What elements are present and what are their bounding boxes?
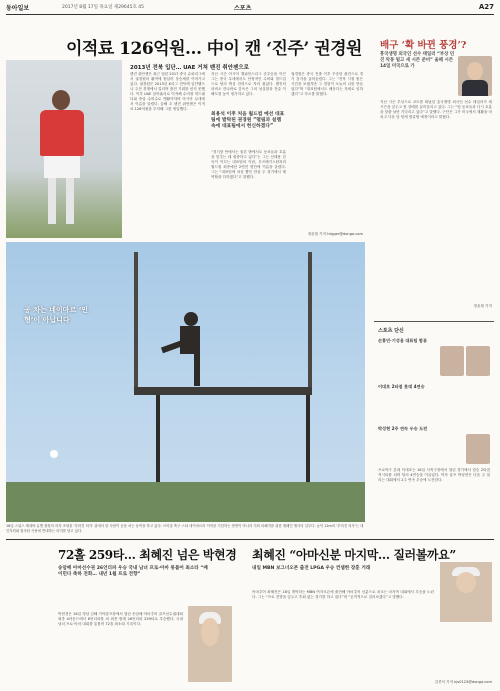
story-byline: 정윤철 기자 trigger@donga.com xyxy=(307,232,363,236)
news-thumb xyxy=(440,346,464,376)
bottom-left-sub: 송암배 아마선수권 26언더파 우승 국내 남녀 프로·아마 통틀어 최소타 “베이민다 축하 전화… 내년 1월 프로 전향” xyxy=(58,566,208,578)
issue-date: 2017년 8월 17일 목요일 제29645호 45 xyxy=(62,5,145,10)
bottom-right-sub: 내일 MBN 보그너오픈 출전 LPGA 우승 컨셉한 장훈 거래 xyxy=(252,566,371,571)
section-rule xyxy=(6,539,494,540)
bottom-right-headline: 최혜진 “아마신분 마지막… 질러볼까요” xyxy=(252,548,456,562)
news-item-title: 손흥민·기성용 대표팀 합류 xyxy=(378,338,428,343)
sidebar-byline: 정윤철 기자 xyxy=(473,304,492,308)
main-headline: 이적료 126억원… 中이 캔 ‘진주’ 권경원 xyxy=(66,39,362,59)
news-item-title: 이대호 2타점 롯데 4연승 xyxy=(378,384,425,389)
bottom-left-photo xyxy=(188,606,232,682)
sidebar-body: 지난 시즌 부상으로 코트를 떠났던 흥국생명 외국인 선수 테일러가 새 시즌을 앞두고 몸 상태를 끌어올리고 있다. 그는 “팀 동료들과 다시 호흡을 맞출 날만 기다리고 있다”고 말했다. 구단은 그가 미국에서 재활을 마치고 다음 달 팀에 합류할 예정이라고 밝혔다. xyxy=(380,100,492,119)
ball xyxy=(50,450,58,458)
story-body-col4: 권경원은 중국 진출 이후 꾸준한 출전으로 경기 감각을 끌어올렸다. 그는 “전북 시절 힘든 시간을 보냈지만 그 경험이 오늘의 나를 만들었다”며 “대표팀에서도 배운다는 자세로 임하겠다”고 각오를 밝혔다. xyxy=(291,72,363,96)
bottom-left-headline: 72홀 259타… 최혜진 넘은 박현경 xyxy=(58,548,237,562)
masthead xyxy=(6,3,494,15)
player-photo xyxy=(6,60,122,238)
story-quote: 최용석 이후 처음 월드컵 예선 대표팀에 발탁된 권경원 “떨림과 설렘 속에 대표팀에서 헌신하겠다” xyxy=(211,112,285,130)
person-figure xyxy=(156,312,226,387)
story-body-col2: 지난 시즌 아시아 챔피언스리그 준우승을 이끈 그는 중국 무대에서도 안정적인 수비와 빌드업으로 팀의 핵심 전력으로 자리 잡았다. 톈진의 파비오 칸나바로 감독은 그의 성실함과 전술 이해도를 높이 평가하고 있다. xyxy=(211,72,286,96)
photo-overlay-text: 공 차는 네이마르 ‘인형’이 아닙니다 xyxy=(24,306,89,324)
sidebar-portrait xyxy=(458,56,492,96)
bottom-right-byline: 김종석 기자 kjs0123@donga.com xyxy=(434,680,492,684)
section-name: 스포츠 xyxy=(234,5,252,12)
sidebar-subtitle: 흥국생명 외국인 선수 테일러 “부상 던진 악몽 털고 새 시즌 준비” 올해 시즌 14일 미국으로 가 xyxy=(380,52,455,69)
story-kicker: 2013년 전북 입단… UAE 거쳐 톈진 취안젠으로 xyxy=(130,65,249,71)
newspaper-name: 동아일보 xyxy=(6,5,30,12)
bottom-left-body: 박현경은 16일 경남 김해 가야골프장에서 열린 송암배 아마추어 골프선수권대회 최종 4라운드에서 6언더파를 쳐 최종 합계 26언더파 259타로 우승했다. 국내 남녀 프로·아마 대회를 통틀어 72홀 최소타 기록이다. xyxy=(58,612,183,626)
story-body-col1: 톈진 취안젠은 최근 열린 2017 중국 슈퍼리그에서 권경원의 활약에 힘입어 상승세를 이어가고 있다. 권경원은 2013년 K리그 전북에 입단했으나 주전 경쟁에서 밀리며 출전 기회를 얻지 못했다. 이후 UAE 알아흘리로 이적해 수비형 미드필더와 중앙 수비수로 맹활약하며 아시아 무대에서 이름을 알렸다. 올해 초 톈진 취안젠은 이적료 126억원을 투자해 그를 영입했다. xyxy=(130,72,205,111)
feature-photo xyxy=(6,242,365,522)
bottom-right-photo xyxy=(440,562,492,622)
news-thumb xyxy=(466,346,490,376)
photo-caption: 16일 스위스 제네바 유엔 광장의 의자 조형물 ‘부러진 의자’ 위에서 한 사람이 공을 차는 동작을 하고 있다. 브라질 축구 스타 네이마르의 이적을 기념하는 장면이 아니라 지뢰 피해자를 위한 캠페인 행사의 일부다. 높이 12m의 ‘부러진 의자’는 대인지뢰와 집속탄 사용에 반대하는 의미를 담고 있다. xyxy=(6,524,364,533)
news-thumb xyxy=(466,434,490,464)
sidebar-title: 배구 ‘확 바뀐 풍경’? xyxy=(380,40,467,51)
news-brief-body: 프로야구 롯데 이대호는 16일 사직구장에서 열린 경기에서 결승 2타점 적시타를 치며 팀의 4연승을 이끌었다. 여자 골프 박성현은 다음 주 열리는 대회에서 2주 연속 우승에 도전한다. xyxy=(378,468,490,482)
page-number: A27 xyxy=(478,3,494,11)
news-brief-box xyxy=(374,321,494,535)
news-item-title: 박성현 2주 연속 우승 도전 xyxy=(378,426,428,431)
player-figure xyxy=(36,90,88,230)
chair-seat xyxy=(134,387,312,395)
news-brief-header: 스포츠 단신 xyxy=(378,328,404,334)
story-body-col3: “경기장 안에서는 물론 밖에서도 동료들과 호흡을 맞추는 데 집중하고 있다”는 그는 신태용 감독이 이끄는 대표팀의 이란, 우즈베키스탄과의 월드컵 최종예선 2연전 명단에 이름을 올렸다. 그는 “대표팀에 처음 뽑힌 만큼 두 경기에서 제 역할을 다하겠다”고 말했다. xyxy=(211,150,286,179)
bottom-right-body: 아마추어 최혜진은 18일 개막하는 MBN 여자오픈에 출전해 아마추어 신분으로 치르는 마지막 대회에서 우승을 노린다. 그는 “프로 전향을 앞두고 후회 없는 경기를 하고 싶다”며 “공격적으로 질러보겠다”고 말했다. xyxy=(252,590,434,599)
